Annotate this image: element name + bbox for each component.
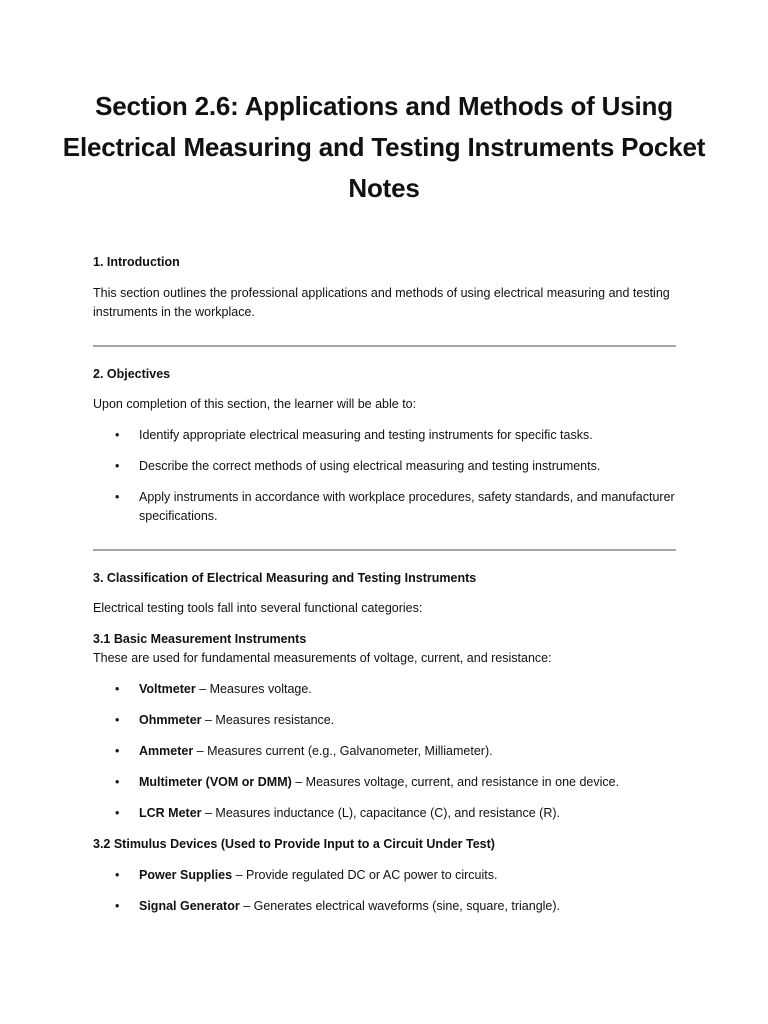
- list-item: [93, 711, 683, 730]
- section-heading-introduction: 1. Introduction: [93, 255, 180, 269]
- instrument-term: Multimeter (VOM or DMM): [139, 775, 292, 789]
- list-item: [93, 866, 683, 885]
- bullet-icon: •: [115, 806, 120, 820]
- list-item: [93, 897, 683, 916]
- subsection-heading-basic-instruments: 3.1 Basic Measurement Instruments: [93, 632, 307, 646]
- list-item: [93, 742, 683, 761]
- bullet-icon: •: [115, 775, 120, 789]
- basic-instruments-lead: These are used for fundamental measurements of voltage, current, and resistance:: [93, 651, 552, 665]
- classification-lead: Electrical testing tools fall into several functional categories:: [93, 601, 423, 615]
- bullet-icon: •: [115, 459, 120, 473]
- device-description: – Generates electrical waveforms (sine, square, triangle).: [239, 899, 561, 913]
- device-term: Signal Generator: [139, 899, 240, 913]
- section-divider: [93, 345, 676, 347]
- section-heading-objectives: 2. Objectives: [93, 367, 171, 381]
- instrument-description: – Measures voltage, current, and resistance in one device.: [291, 775, 620, 789]
- instrument-term: Voltmeter: [139, 682, 196, 696]
- bullet-icon: •: [115, 428, 120, 442]
- list-item: [93, 680, 683, 699]
- instrument-description: – Measures current (e.g., Galvanometer, Milliameter).: [193, 744, 493, 758]
- objectives-lead: Upon completion of this section, the learner will be able to:: [93, 397, 417, 411]
- instrument-term: LCR Meter: [139, 806, 202, 820]
- introduction-text: This section outlines the professional applications and methods of using electrical measuring and testing instruments in the workplace.: [93, 286, 670, 319]
- bullet-icon: •: [115, 899, 120, 913]
- objective-text: Identify appropriate electrical measuring and testing instruments for specific tasks.: [139, 428, 593, 442]
- bullet-icon: •: [115, 868, 120, 882]
- objective-text: Describe the correct methods of using electrical measuring and testing instruments.: [139, 459, 601, 473]
- instrument-term: Ammeter: [139, 744, 194, 758]
- list-item: [93, 804, 683, 823]
- bullet-icon: •: [115, 682, 120, 696]
- objective-text: Apply instruments in accordance with workplace procedures, safety standards, and manufacturer specifications.: [139, 490, 675, 523]
- instrument-description: – Measures resistance.: [201, 713, 335, 727]
- page-title: Section 2.6: Applications and Methods of Using Electrical Measuring and Testing Instruments Pocket Notes: [62, 91, 706, 203]
- bullet-icon: •: [115, 490, 120, 504]
- device-description: – Provide regulated DC or AC power to circuits.: [232, 868, 498, 882]
- subsection-heading-stimulus-devices: 3.2 Stimulus Devices (Used to Provide Input to a Circuit Under Test): [93, 837, 495, 851]
- list-item: [93, 426, 683, 445]
- list-item: [93, 773, 683, 792]
- instrument-description: – Measures voltage.: [195, 682, 312, 696]
- list-item: [93, 488, 683, 526]
- section-divider: [93, 549, 676, 551]
- list-item: [93, 457, 683, 476]
- device-term: Power Supplies: [139, 868, 233, 882]
- instrument-term: Ohmmeter: [139, 713, 202, 727]
- instrument-description: – Measures inductance (L), capacitance (C), and resistance (R).: [201, 806, 561, 820]
- bullet-icon: •: [115, 744, 120, 758]
- section-heading-classification: 3. Classification of Electrical Measuring and Testing Instruments: [93, 571, 477, 585]
- bullet-icon: •: [115, 713, 120, 727]
